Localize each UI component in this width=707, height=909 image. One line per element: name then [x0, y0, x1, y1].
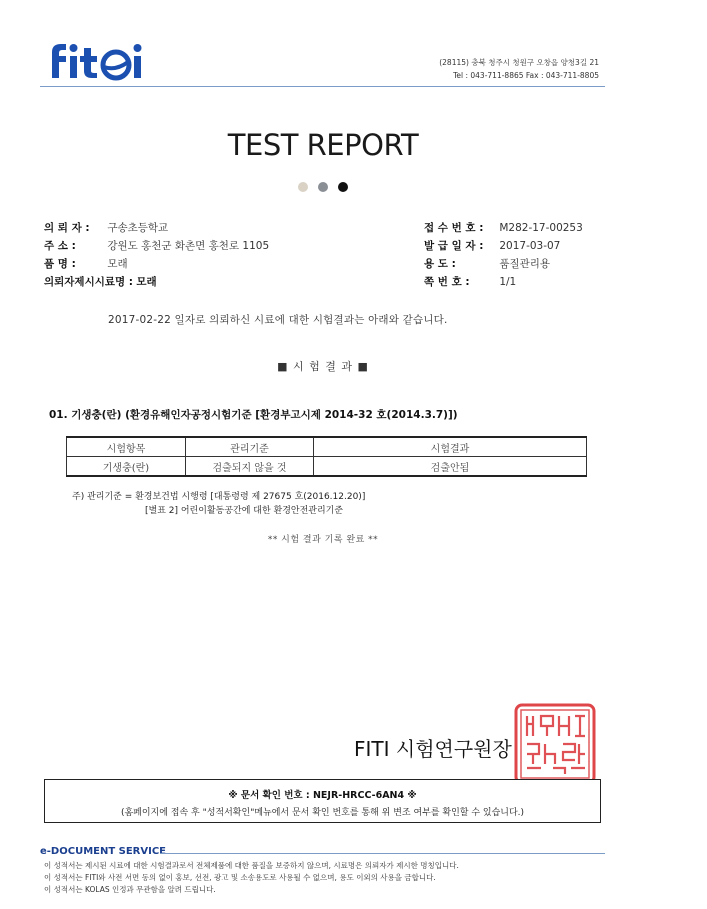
info-row-product — [44, 255, 269, 273]
results-table — [66, 436, 587, 477]
info-row-page — [424, 273, 583, 291]
document-confirm-box — [44, 779, 601, 823]
info-row-issue-date — [424, 237, 583, 255]
info-right — [424, 219, 583, 291]
page-value: 1/1 — [499, 276, 517, 288]
address-value: 강원도 홍천군 화촌면 홍천로 1105 — [107, 240, 270, 252]
receipt-label: 접 수 번 호 : — [424, 222, 484, 234]
product-label: 품 명 : — [44, 258, 76, 270]
info-left — [44, 219, 269, 291]
info-row-receipt — [424, 219, 583, 237]
header-contact: Tel : 043-711-8865 Fax : 043-711-8805 — [453, 71, 599, 80]
footer-note: 이 성적서는 제시된 시료에 대한 시험결과로서 전체제품에 대한 품질을 보증하지 않으며, 시료명은 의뢰자가 제시한 명칭입니다. — [44, 861, 459, 870]
table-cell: 기생충(란) — [67, 457, 186, 477]
intro-text: 2017-02-22 일자로 의뢰하신 시료에 대한 시험결과는 아래와 같습니다. — [108, 314, 448, 326]
purpose-label: 용 도 : — [424, 258, 456, 270]
footer-note: 이 성적서는 FITI와 사전 서면 동의 없이 홍보, 선전, 광고 및 소송용도로 사용될 수 없으며, 용도 이외의 사용을 금합니다. — [44, 873, 436, 882]
note-appendix: [별표 2] 어린이활동공간에 대한 환경안전관리기준 — [145, 506, 344, 516]
footer-divider — [160, 853, 605, 854]
product-value: 모래 — [107, 258, 128, 270]
table-header-cell: 시험결과 — [314, 437, 587, 457]
info-row-address — [44, 237, 269, 255]
footer-note: 이 성적서는 KOLAS 인정과 무관함을 알려 드립니다. — [44, 885, 216, 894]
address-label: 주 소 : — [44, 240, 76, 252]
issue-date-value: 2017-03-07 — [499, 240, 561, 252]
note-standard: 주) 관리기준 = 환경보건법 시행령 [대통령령 제 27675 호(2016.12.20)] — [72, 492, 366, 502]
item-heading: 01. 기생충(란) (환경유해인자공정시험기준 [환경부고시제 2014-32 호(2014.3.7)]) — [49, 409, 458, 421]
sample-value: 모래 — [136, 276, 157, 288]
header-address-block — [439, 56, 599, 82]
requester-value: 구송초등학교 — [107, 222, 169, 234]
requester-label: 의 뢰 자 : — [44, 222, 90, 234]
fiti-logo — [44, 38, 154, 82]
title-dots — [298, 182, 358, 194]
report-title: TEST REPORT — [227, 128, 419, 162]
dot-gray — [318, 182, 328, 192]
receipt-value: M282-17-00253 — [499, 222, 583, 234]
svg-text:fiti: fiti — [44, 38, 46, 39]
info-row-purpose — [424, 255, 583, 273]
dot-light — [298, 182, 308, 192]
official-seal-stamp — [513, 702, 597, 786]
header-address: (28115) 충북 청주시 청원구 오창읍 양청3길 21 — [439, 58, 599, 67]
table-header-row — [67, 437, 587, 457]
signer-name: FITI 시험연구원장 — [354, 737, 512, 761]
completion-text: ** 시험 결과 기록 완료 ** — [267, 535, 379, 545]
table-row — [67, 457, 587, 477]
table-cell: 검출되지 않을 것 — [186, 457, 314, 477]
info-row-sample — [44, 273, 269, 291]
header-divider — [40, 86, 605, 87]
table-header-cell: 시험항목 — [67, 437, 186, 457]
purpose-value: 품질관리용 — [499, 258, 551, 270]
confirm-number: ※ 문서 확인 번호 : NEJR-HRCC-6AN4 ※ — [228, 790, 417, 801]
table-header-cell: 관리기준 — [186, 437, 314, 457]
sample-label: 의뢰자제시시료명 : — [44, 276, 133, 288]
info-row-requester — [44, 219, 269, 237]
page-label: 쪽 번 호 : — [424, 276, 470, 288]
section-heading: ■ 시 험 결 과 ■ — [277, 360, 369, 373]
issue-date-label: 발 급 일 자 : — [424, 240, 484, 252]
confirm-instructions: (홈페이지에 접속 후 "성적서확인"메뉴에서 문서 확인 번호를 통해 위 변조 여부를 확인할 수 있습니다.) — [120, 808, 525, 818]
dot-dark — [338, 182, 348, 192]
table-cell: 검출안됨 — [314, 457, 587, 477]
e-document-service-label: e-DOCUMENT SERVICE — [40, 846, 167, 857]
